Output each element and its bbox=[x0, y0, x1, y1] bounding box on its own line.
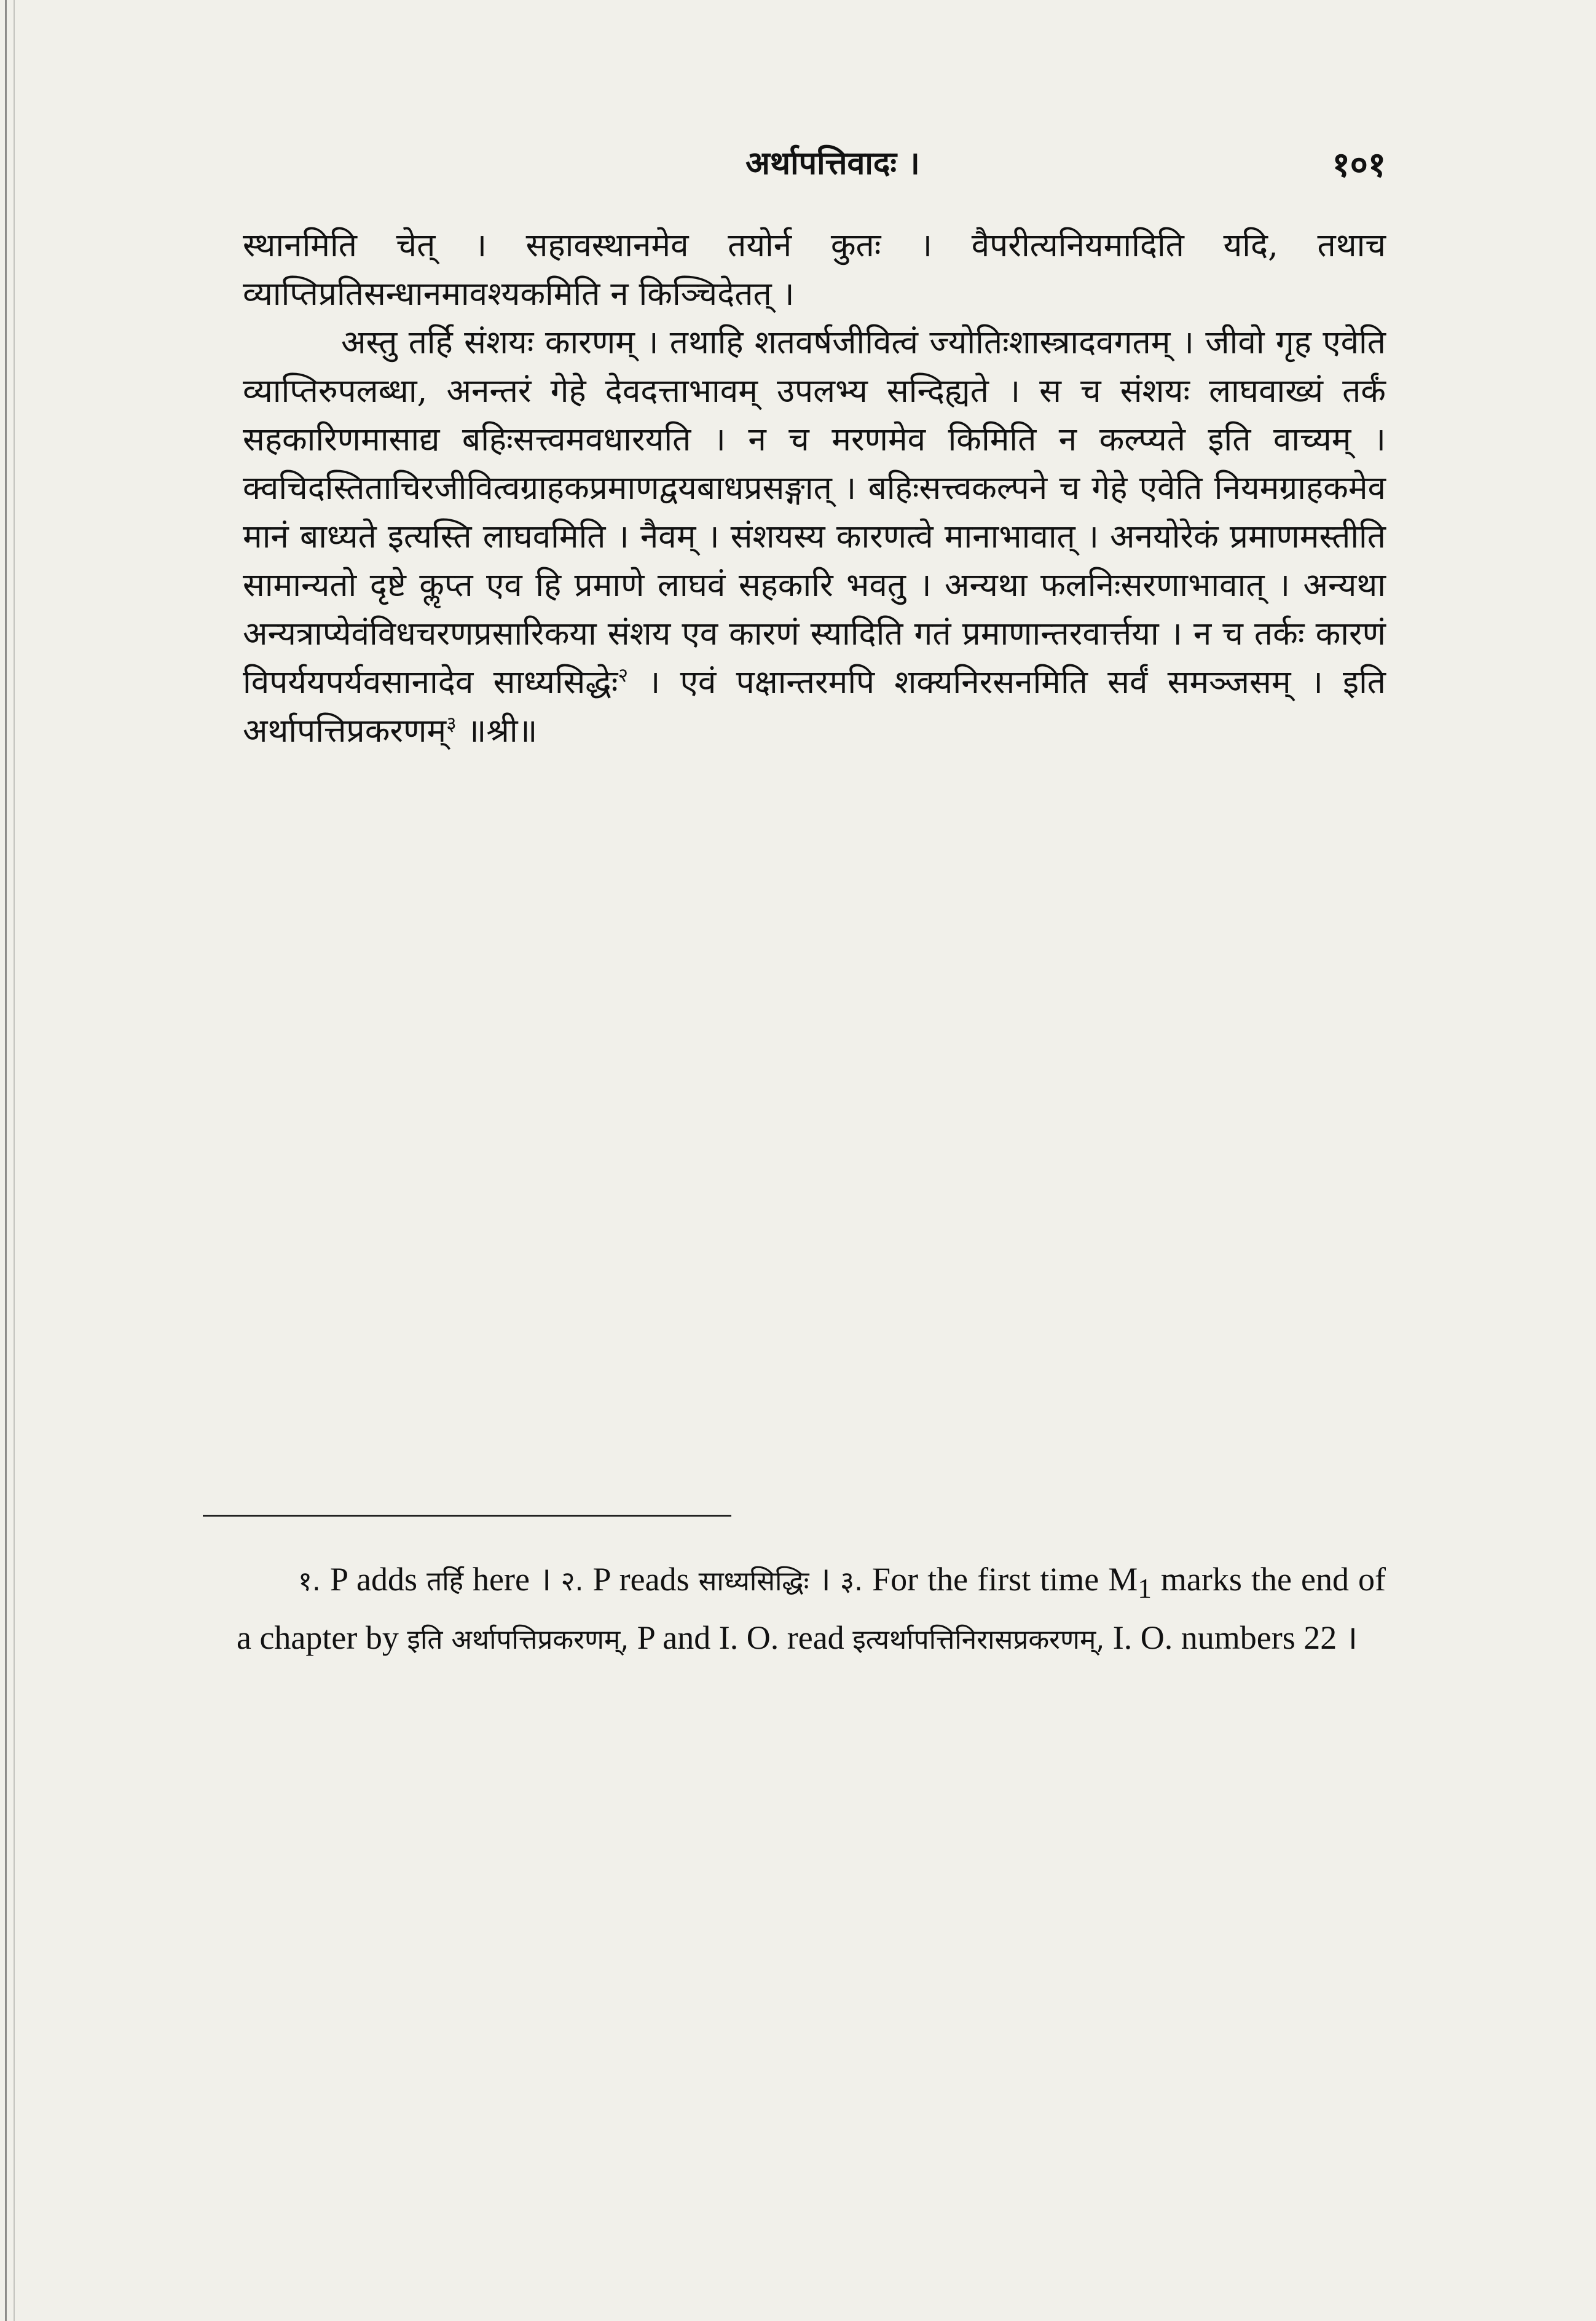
footnote-3-number: ३. bbox=[840, 1566, 863, 1597]
page-header bbox=[243, 140, 1386, 195]
footnote-marker-2: २ bbox=[618, 663, 629, 687]
footnotes bbox=[237, 1555, 1386, 1665]
running-title: अर्थापत्तिवादः । bbox=[745, 144, 920, 182]
scan-edge-line bbox=[5, 0, 7, 2321]
scan-edge-line-inner bbox=[14, 0, 15, 2321]
footnote-1-text-a: P adds bbox=[320, 1561, 427, 1598]
footnote-3-subscript: 1 bbox=[1138, 1573, 1152, 1604]
footnote-1-text-b: here । bbox=[463, 1561, 561, 1598]
footnote-3-text-b: marks the end of a chapter by bbox=[237, 1561, 1386, 1656]
footnote-marker-3: ३ bbox=[446, 712, 457, 736]
paragraph-2-text-a: अस्तु तर्हि संशयः कारणम् । तथाहि शतवर्षजीवित्वं ज्योतिःशास्त्रादवगतम् । जीवो गृह एवेति व्याप्तिरुपलब्धा, अनन्तरं गेहे देवदत्ताभावम् उपलभ्य सन्दिह्यते । स च संशयः लाघवाख्यं तर्कं सहकारिणमासाद्य बहिःसत्त्वमवधारयति । न च मरणमेव किमिति न कल्प्यते इति वाच्यम् । क्वचिदस्तिताचिरजीवित्वग्राहकप्रमाणद्वयबाधप्रसङ्गात् । बहिःसत्त्वकल्पने च गेहे एवेति नियमग्राहकमेव मानं बाध्यते इत्यस्ति लाघवमिति । नैवम् । संशयस्य कारणत्वे मानाभावात् । अनयोरेकं प्रमाणमस्तीति सामान्यतो दृष्टे कॢप्त एव हि प्रमाणे लाघवं सहकारि भवतु । अन्यथा फलनिःसरणाभावात् । अन्यथा अन्यत्राप्येवंविधचरणप्रसारिकया संशय एव कारणं स्यादिति गतं प्रमाणान्तरवार्त्तया । न च तर्कः कारणं विपर्ययपर्यवसानादेव साध्यसिद्धेः bbox=[243, 324, 1386, 701]
footnote-3-text-d: I. O. numbers 22 । bbox=[1104, 1619, 1358, 1656]
paragraph-1: स्थानमिति चेत् । सहावस्थानमेव तयोर्न कुतः । वैपरीत्यनियमादिति यदि, तथाच व्याप्तिप्रतिसन्धानमावश्यकमिति न किञ्चिदेतत् । bbox=[243, 227, 1386, 313]
footnote-3-devanagari-1: इति अर्थापत्तिप्रकरणम्, bbox=[407, 1624, 629, 1655]
footnote-1-devanagari: तर्हि bbox=[427, 1566, 463, 1597]
footnote-1-number: १. bbox=[298, 1566, 321, 1597]
footnote-3-text-a: For the first time M bbox=[862, 1561, 1138, 1598]
footnote-2-devanagari: साध्यसिद्धिः bbox=[698, 1566, 809, 1597]
footnote-2-number: २. bbox=[560, 1566, 584, 1597]
paragraph-2-text-c: ॥श्री॥ bbox=[456, 712, 538, 750]
page-number: १०१ bbox=[1332, 144, 1386, 185]
footnote-2-text-a: P reads bbox=[583, 1561, 699, 1598]
footnote-3-devanagari-2: इत्यर्थापत्तिनिरासप्रकरणम्, bbox=[852, 1624, 1105, 1655]
paragraph-2-text-b: । एवं पक्षान्तरमपि शक्यनिरसनमिति सर्वं समञ्जसम् । इति अर्थापत्तिप्रकरणम् bbox=[243, 664, 1386, 750]
footnote-block bbox=[237, 1555, 1386, 1665]
footnote-2-text-b: । bbox=[809, 1561, 841, 1598]
footnote-3-text-c: P and I. O. read bbox=[629, 1619, 853, 1656]
paragraph-2 bbox=[243, 318, 1386, 755]
main-text bbox=[243, 221, 1386, 755]
footnote-separator bbox=[203, 1515, 731, 1517]
